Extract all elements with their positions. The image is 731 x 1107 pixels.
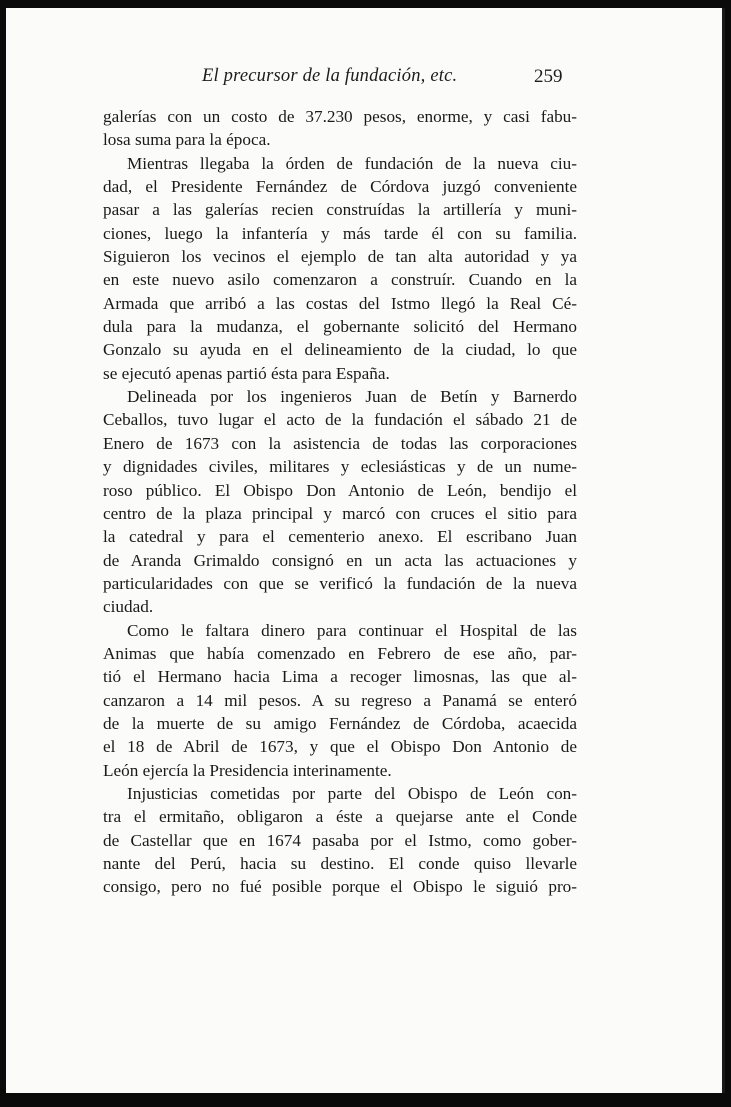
text-line: de la muerte de su amigo Fernández de Córdoba, acaecida [103, 713, 577, 733]
text-line: Ceballos, tuvo lugar el acto de la fundación el sábado 21 de [103, 410, 577, 430]
text-line: centro de la plaza principal y marcó con cruces el sitio para [103, 503, 577, 523]
text-line: Armada que arribó a las costas del Istmo llegó la Real Cé- [103, 293, 577, 313]
text-line: Mientras llegaba la órden de fundación de la nueva ciu- [127, 153, 577, 173]
text-line: en este nuevo asilo comenzaron a construír. Cuando en la [103, 270, 577, 290]
text-line: de Aranda Grimaldo consignó en un acta las actuaciones y [103, 550, 577, 570]
text-line: dula para la mudanza, el gobernante solicitó del Hermano [103, 317, 577, 337]
text-line: nante del Perú, hacia su destino. El conde quiso llevarle [103, 854, 577, 873]
text-line: Siguieron los vecinos el ejemplo de tan alta autoridad y ya [103, 247, 577, 267]
text-line: Animas que había comenzado en Febrero de ese año, par- [103, 643, 577, 663]
text-line: Gonzalo su ayuda en el delineamiento de la ciudad, lo que [103, 340, 577, 360]
text-line: el 18 de Abril de 1673, y que el Obispo Don Antonio de [103, 737, 577, 757]
text-line: pasar a las galerías recien construídas la artillería y muni- [103, 200, 577, 220]
text-line: ciudad. [103, 597, 154, 617]
book-page [6, 8, 725, 1093]
text-line: y dignidades civiles, militares y eclesiásticas y de un nume- [103, 457, 577, 477]
text-line: Delineada por los ingenieros Juan de Betín y Barnerdo [127, 387, 577, 407]
page-number: 259 [534, 66, 563, 87]
text-line: losa suma para la época. [103, 130, 271, 150]
running-title: El precursor de la fundación, etc. [202, 66, 458, 86]
text-line: tra el ermitaño, obligaron a éste a quejarse ante el Conde [103, 807, 577, 827]
text-line: Como le faltara dinero para continuar el Hospital de las [127, 620, 577, 640]
page-header [6, 66, 722, 96]
text-line: consigo, pero no fué posible porque el Obispo le siguió pro- [103, 877, 577, 897]
text-line: León ejercía la Presidencia interinamente. [103, 760, 392, 780]
text-line: canzaron a 14 mil pesos. A su regreso a Panamá se enteró [103, 690, 577, 710]
text-line: roso público. El Obispo Don Antonio de León, bendijo el [103, 480, 577, 500]
text-line: galerías con un costo de 37.230 pesos, enorme, y casi fabu- [103, 107, 577, 126]
text-line: de Castellar que en 1674 pasaba por el Istmo, como gober- [103, 830, 577, 850]
text-line: dad, el Presidente Fernández de Córdova juzgó conveniente [103, 177, 577, 197]
text-line: particularidades con que se verificó la fundación de la nueva [103, 573, 577, 593]
text-line: Enero de 1673 con la asistencia de todas las corporaciones [103, 433, 577, 453]
body-text [103, 105, 577, 899]
text-line: se ejecutó apenas partió ésta para España. [103, 363, 390, 383]
text-line: Injusticias cometidas por parte del Obispo de León con- [127, 783, 577, 803]
text-line: ciones, luego la infantería y más tarde él con su familia. [103, 223, 577, 243]
text-line: tió el Hermano hacia Lima a recoger limosnas, las que al- [103, 667, 577, 687]
text-line: la catedral y para el cementerio anexo. El escribano Juan [103, 527, 577, 547]
